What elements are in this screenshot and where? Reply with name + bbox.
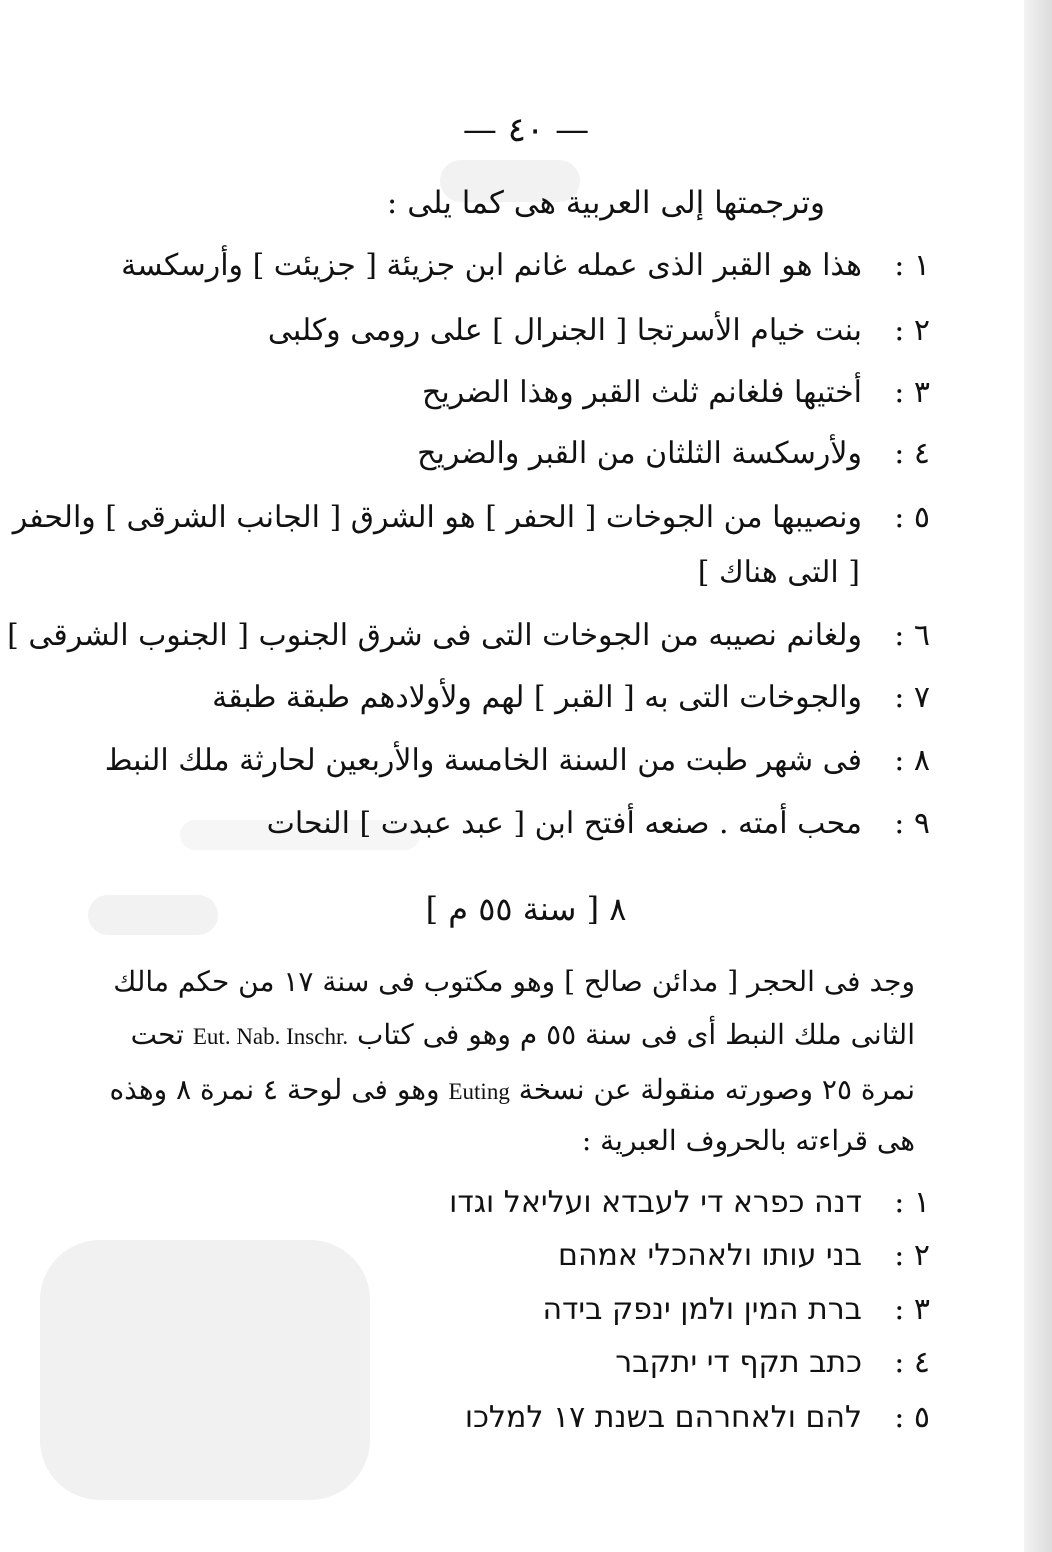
hebrew-text: דנה כפרא די לעבדא ועליאל וגדו xyxy=(449,1185,862,1220)
paragraph-line-4: هى قراءته بالحروف العبرية : xyxy=(581,1124,915,1157)
page-edge xyxy=(1024,0,1052,1552)
arabic-line-5-continuation: [ التى هناك ] xyxy=(697,555,860,590)
arabic-line-8 xyxy=(104,743,930,778)
arabic-line-9 xyxy=(140,806,930,841)
hebrew-line-3 xyxy=(140,1292,930,1327)
line-number: ٨ : xyxy=(894,743,930,778)
arabic-line-4 xyxy=(140,436,930,471)
line-text: بنت خيام الأسرتجا [ الجنرال ] على رومى وكلبى xyxy=(267,313,862,348)
paragraph-line-1: وجد فى الحجر [ مدائن صالح ] وهو مكتوب فى سنة ١٧ من حكم مالك xyxy=(113,965,915,998)
line-text: أختيها فلغانم ثلث القبر وهذا الضريح xyxy=(422,375,862,410)
line-number: ٤ : xyxy=(894,1345,930,1380)
line-text: فى شهر طبت من السنة الخامسة والأربعين لحارثة ملك النبط xyxy=(104,743,862,778)
hebrew-text: ברת המין ולמן ינפק בידה xyxy=(542,1292,862,1327)
line-number: ٤ : xyxy=(894,436,930,471)
line-number: ٦ : xyxy=(894,618,930,653)
line-text: والجوخات التى به [ القبر ] لهم ولأولادهم طبقة طبقة xyxy=(212,680,862,715)
hebrew-line-5 xyxy=(140,1400,930,1435)
paragraph-text: وهو فى لوحة ٤ نمرة ٨ وهذه xyxy=(109,1073,440,1106)
line-number: ٢ : xyxy=(894,313,930,348)
line-text: هذا هو القبر الذى عمله غانم ابن جزيئة [ جزيئت ] وأرسكسة xyxy=(121,248,862,283)
latin-reference: Eut. Nab. Inschr. xyxy=(192,1024,349,1049)
line-number: ٢ : xyxy=(894,1238,930,1273)
line-number: ٧ : xyxy=(894,680,930,715)
hebrew-line-1 xyxy=(140,1185,930,1220)
line-number: ١ : xyxy=(894,248,930,283)
hebrew-line-4 xyxy=(140,1345,930,1380)
line-number: ٥ : xyxy=(894,500,930,535)
line-number: ٩ : xyxy=(894,806,930,841)
latin-reference: Euting xyxy=(448,1079,510,1104)
page-number: — ٤٠ — xyxy=(462,110,590,150)
arabic-line-1 xyxy=(121,248,930,283)
line-text: محب أمته . صنعه أفتح ابن [ عبد عبدت ] النحات xyxy=(266,806,862,841)
arabic-line-3 xyxy=(140,375,930,410)
paragraph-text: تحت xyxy=(130,1018,184,1051)
line-text: ولغانم نصيبه من الجوخات التى فى شرق الجنوب [ الجنوب الشرقى ] xyxy=(7,618,862,653)
paragraph-line-3 xyxy=(109,1073,915,1106)
arabic-line-5 xyxy=(12,500,930,535)
paragraph-line-2 xyxy=(130,1018,915,1051)
hebrew-text: כתב תקף די יתקבר xyxy=(615,1345,862,1380)
line-number: ٣ : xyxy=(894,375,930,410)
line-number: ١ : xyxy=(894,1185,930,1220)
line-text: ونصيبها من الجوخات [ الحفر ] هو الشرق [ الجانب الشرقى ] والحفر xyxy=(12,500,862,535)
section-heading: ٨ [ سنة ٥٥ م ] xyxy=(425,890,627,928)
arabic-line-6 xyxy=(7,618,930,653)
arabic-line-2 xyxy=(140,313,930,348)
arabic-line-7 xyxy=(140,680,930,715)
line-number: ٥ : xyxy=(894,1400,930,1435)
line-number: ٣ : xyxy=(894,1292,930,1327)
line-text: ولأرسكسة الثلثان من القبر والضريح xyxy=(417,436,862,471)
hebrew-line-2 xyxy=(140,1238,930,1273)
hebrew-text: להם ולאחרהם בשנת ١٧ למלכו xyxy=(464,1400,862,1435)
translation-intro: وترجمتها إلى العربية هى كما يلى : xyxy=(386,185,825,221)
paragraph-text: نمرة ٢٥ وصورته منقولة عن نسخة xyxy=(518,1073,915,1106)
paragraph-text: الثانى ملك النبط أى فى سنة ٥٥ م وهو فى كتاب xyxy=(357,1018,915,1051)
hebrew-text: בני עותו ולאהכלי אמהם xyxy=(558,1238,862,1273)
